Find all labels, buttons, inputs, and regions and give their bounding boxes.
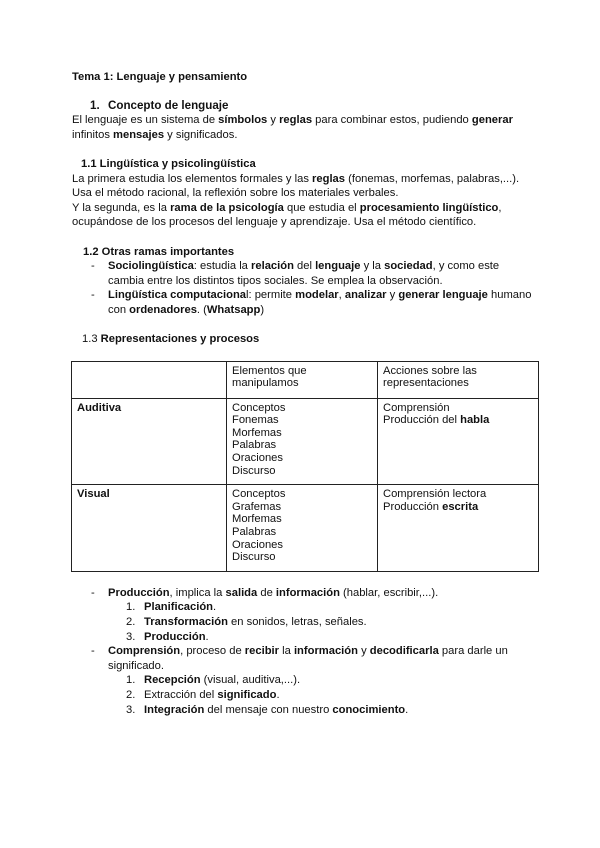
- section-1-1-heading: 1.1 Lingüística y psicolingüística: [81, 157, 256, 170]
- table-header-row: [72, 361, 539, 398]
- actions-cell: Comprensión Producción del habla: [378, 398, 539, 485]
- elements-cell: Conceptos Grafemas Morfemas Palabras Oraciones Discurso: [227, 485, 378, 572]
- table-header-cell: Elementos que manipulamos: [227, 361, 378, 398]
- row-label: Visual: [72, 485, 227, 572]
- section-1-1-paragraph-2: Y la segunda, es la rama de la psicología que estudia el procesamiento lingüístico, ocupándose de los procesos del lenguaje y aprendizaje. Usa el método científico.: [72, 201, 502, 229]
- section-number: 1.: [90, 98, 100, 112]
- representations-table: [71, 361, 539, 572]
- step-text: Extracción del significado.: [144, 688, 280, 701]
- step-item: 2. Extracción del significado.: [126, 688, 280, 701]
- step-text: Planificación.: [144, 601, 217, 614]
- table-row: [72, 398, 539, 485]
- other-branches-list: [72, 259, 532, 317]
- step-text: Recepción (visual, auditiva,...).: [144, 674, 301, 687]
- table-row: [72, 485, 539, 572]
- list-item: - Sociolingüística: estudia la relación del lenguaje y la sociedad, y como este cambia entre los distintos tipos sociales. Se emplea la observación.: [91, 260, 500, 287]
- step-text: Integración del mensaje con nuestro conocimiento.: [144, 703, 409, 716]
- list-item: - Lingüística computacional: permite modelar, analizar y generar lenguaje humano con ordenadores. (Whatsapp): [91, 289, 532, 316]
- section-1-heading: [72, 99, 532, 114]
- list-item-text: Sociolingüística: estudia la relación del lenguaje y la sociedad, y como este cambia entre los distintos tipos sociales. Se emplea la observación.: [108, 260, 500, 287]
- row-label: Auditiva: [72, 398, 227, 485]
- step-item: 3. Producción.: [126, 630, 209, 643]
- list-item: - Producción, implica la salida de información (hablar, escribir,...).: [91, 586, 439, 599]
- list-item-text: Producción, implica la salida de información (hablar, escribir,...).: [108, 586, 439, 599]
- step-item: 3. Integración del mensaje con nuestro conocimiento.: [126, 703, 409, 716]
- step-text: Producción.: [144, 630, 209, 643]
- step-item: 2. Transformación en sonidos, letras, señales.: [126, 616, 367, 628]
- list-item-text: Comprensión, proceso de recibir la información y decodificarla para darle un significado.: [108, 645, 508, 672]
- table-header-cell: [72, 361, 227, 398]
- processes-list: [72, 644, 532, 673]
- heading-prefix: 1.3: [82, 333, 101, 346]
- table-header-cell: Acciones sobre las representaciones: [378, 361, 539, 398]
- section-1-paragraph: El lenguaje es un sistema de símbolos y reglas para combinar estos, pudiendo generar infinitos mensajes y significados.: [72, 114, 513, 141]
- step-item: 1. Recepción (visual, auditiva,...).: [126, 674, 301, 687]
- elements-cell: Conceptos Fonemas Morfemas Palabras Oraciones Discurso: [227, 398, 378, 485]
- section-1-2-heading: 1.2 Otras ramas importantes: [83, 245, 235, 258]
- list-item-text: Lingüística computacional: permite modelar, analizar y generar lenguaje humano con ordenadores. (Whatsapp): [108, 289, 532, 316]
- production-steps: [72, 600, 532, 644]
- section-heading-text: Concepto de lenguaje: [108, 98, 229, 112]
- section-1-3-heading: [72, 332, 532, 347]
- list-item: - Comprensión, proceso de recibir la información y decodificarla para darle un significado.: [91, 645, 508, 672]
- comprehension-steps: [72, 673, 532, 717]
- actions-cell: Comprensión lectora Producción escrita: [378, 485, 539, 572]
- document-title: Tema 1: Lenguaje y pensamiento: [72, 71, 248, 83]
- step-item: 1. Planificación.: [126, 601, 217, 614]
- heading-bold: Representaciones y procesos: [100, 333, 260, 346]
- document-page: [72, 70, 532, 717]
- processes-list: [72, 586, 532, 601]
- step-text: Transformación en sonidos, letras, señales.: [144, 616, 367, 628]
- section-1-1-paragraph-1: La primera estudia los elementos formales y las reglas (fonemas, morfemas, palabras,...). Usa el método racional, la reflexión sobre los materiales verbales.: [72, 172, 520, 200]
